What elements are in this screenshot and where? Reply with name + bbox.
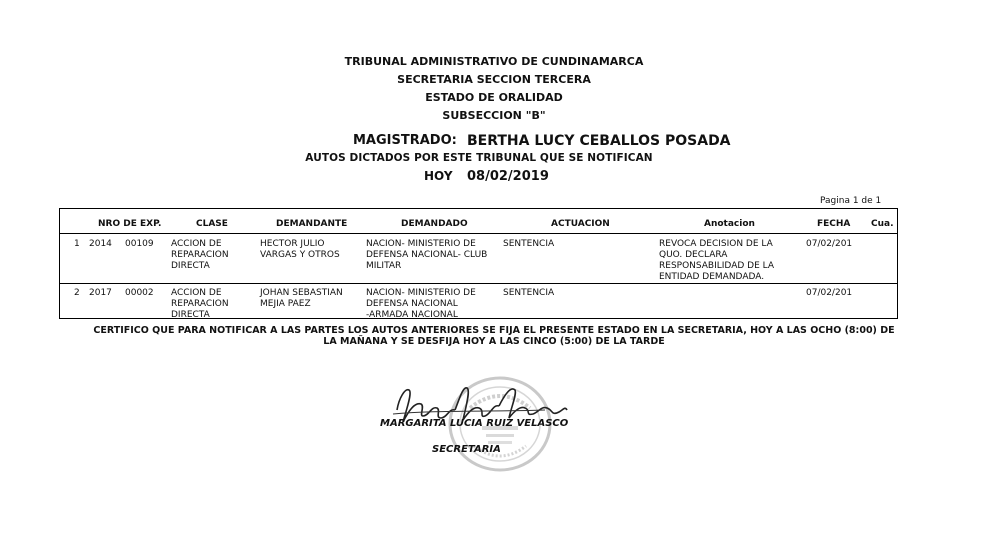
certification-line-2: LA MAÑANA Y SE DESFIJA HOY A LAS CINCO (5:00) DE LA TARDE [323,336,665,347]
row-clase: ACCION DE REPARACION DIRECTA [171,288,229,320]
col-header-demandado: DEMANDADO [401,219,468,229]
col-header-nro: NRO DE EXP. [98,219,162,229]
row-fecha: 07/02/201 [806,239,853,249]
signatory-name: MARGARITA LUCIA RUIZ VELASCO [380,418,569,429]
row-demandante: JOHAN SEBASTIAN MEJIA PAEZ [260,288,343,309]
row-divider [60,283,897,284]
row-clase: ACCION DE REPARACION DIRECTA [171,239,229,271]
row-exp: 00109 [125,239,154,249]
subseccion-heading: SUBSECCION "B" [442,109,546,122]
row-year: 2017 [89,288,112,298]
row-actuacion: SENTENCIA [503,288,555,298]
col-header-fecha: FECHA [817,219,851,229]
hoy-label: HOY [424,169,453,183]
row-actuacion: SENTENCIA [503,239,555,249]
magistrado-label: MAGISTRADO: [353,133,457,148]
autos-table [59,208,898,319]
col-header-clase: CLASE [196,219,228,229]
estado-heading: ESTADO DE ORALIDAD [425,91,563,104]
col-header-actuacion: ACTUACION [551,219,610,229]
certification-text [0,325,988,347]
secretaria-heading: SECRETARIA SECCION TERCERA [397,73,591,86]
row-demandado: NACION- MINISTERIO DE DEFENSA NACIONAL- CLUB MILITAR [366,239,488,271]
hoy-date: 08/02/2019 [467,169,549,184]
certification-line-1: CERTIFICO QUE PARA NOTIFICAR A LAS PARTES LOS AUTOS ANTERIORES SE FIJA EL PRESENTE ESTADO EN LA SECRETARIA, HOY A LAS OCHO (8:00) DE [93,325,895,336]
row-demandante: HECTOR JULIO VARGAS Y OTROS [260,239,340,260]
row-exp: 00002 [125,288,154,298]
court-name: TRIBUNAL ADMINISTRATIVO DE CUNDINAMARCA [344,55,644,68]
row-year: 2014 [89,239,112,249]
row-demandado: NACION- MINISTERIO DE DEFENSA NACIONAL -ARMADA NACIONAL [366,288,476,320]
subtitle: AUTOS DICTADOS POR ESTE TRIBUNAL QUE SE NOTIFICAN [305,152,653,164]
header-divider [60,233,897,234]
row-anotacion: REVOCA DECISION DE LA QUO. DECLARA RESPONSABILIDAD DE LA ENTIDAD DEMANDADA. [659,239,775,282]
row-index: 1 [74,239,80,249]
col-header-cua: Cua. [871,219,894,229]
page-indicator: Pagina 1 de 1 [820,196,882,206]
col-header-demandante: DEMANDANTE [276,219,348,229]
col-header-anotacion: Anotacion [704,219,755,229]
row-index: 2 [74,288,80,298]
magistrado-name: BERTHA LUCY CEBALLOS POSADA [467,133,731,149]
row-fecha: 07/02/201 [806,288,853,298]
handwritten-signature [375,380,575,440]
signatory-role: SECRETARIA [432,444,501,455]
